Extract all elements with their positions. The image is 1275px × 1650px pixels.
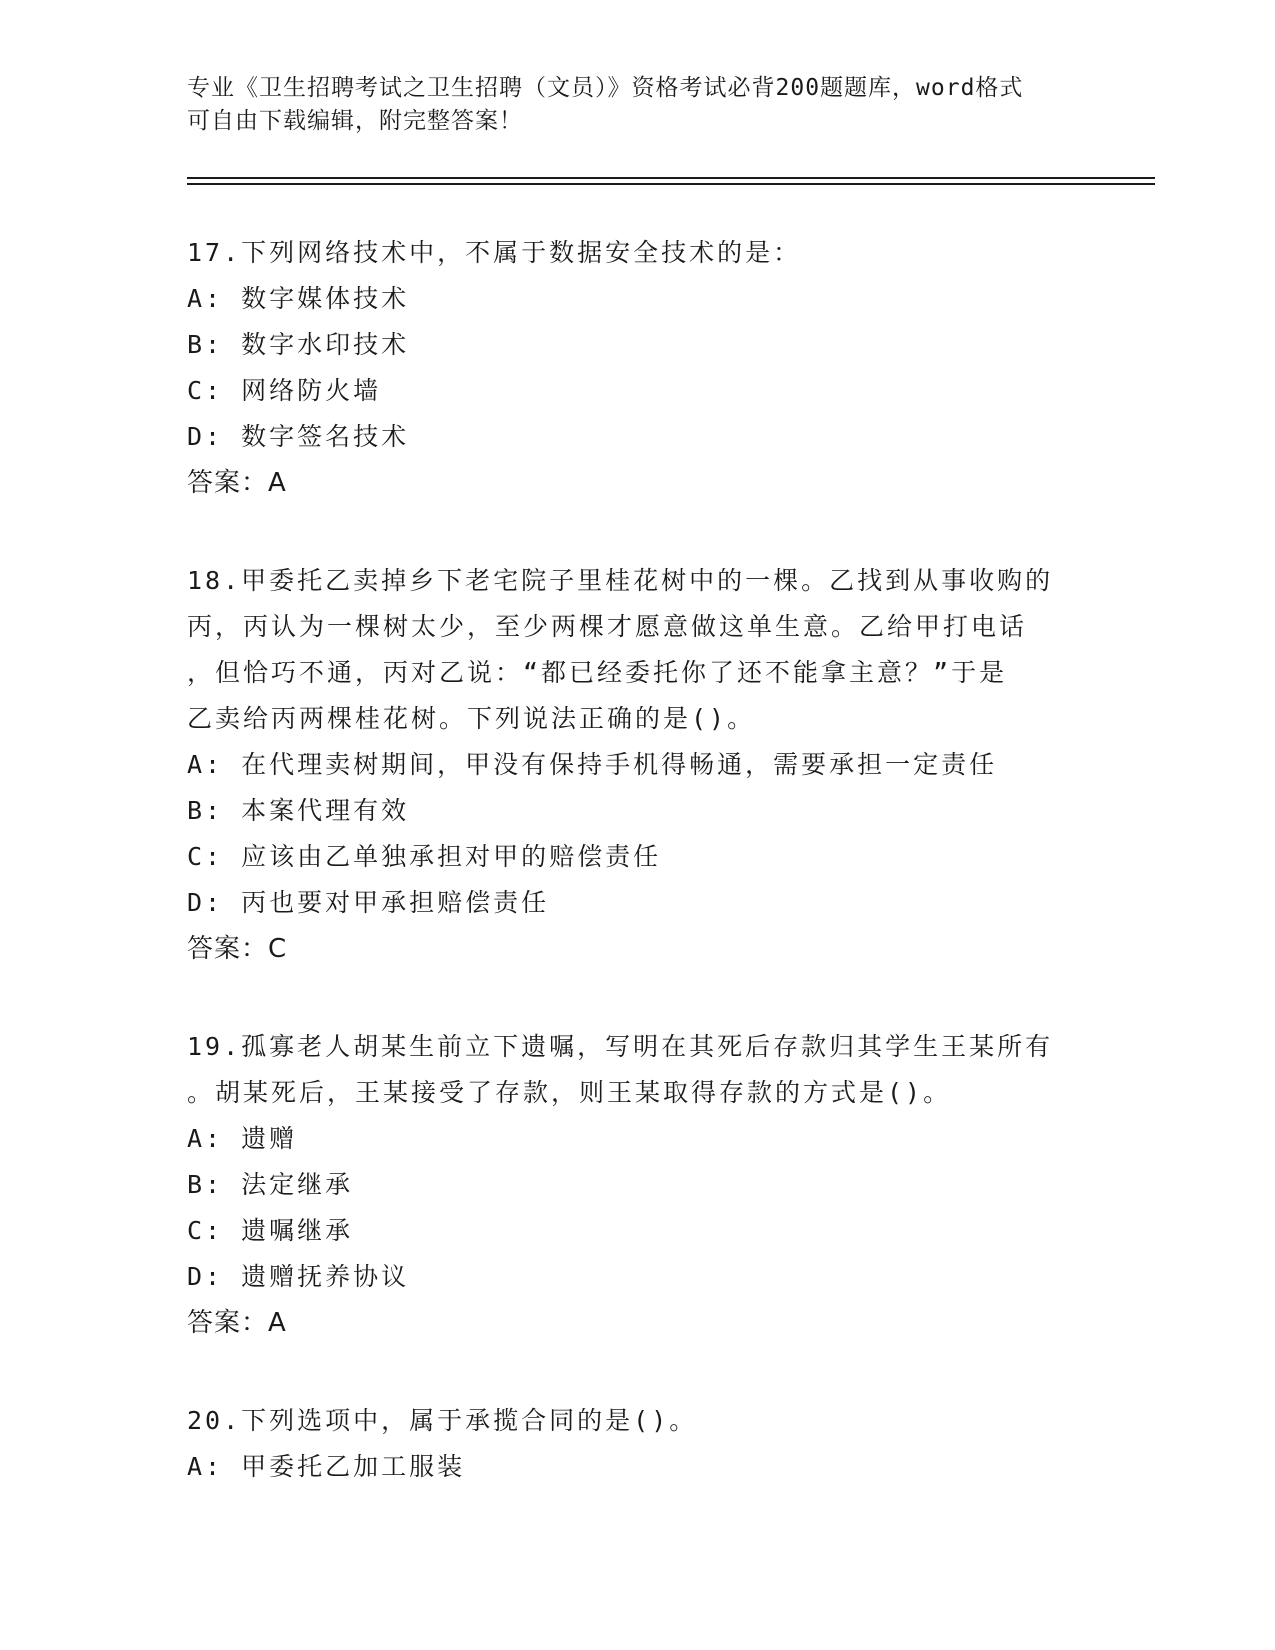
question-stem: ，但恰巧不通，丙对乙说：“都已经委托你了还不能拿主意？”于是	[187, 658, 1008, 687]
option-a: A: 甲委托乙加工服装	[187, 1452, 466, 1481]
question-stem: 乙卖给丙两棵桂花树。下列说法正确的是()。	[187, 704, 756, 733]
header-line-1: 专业《卫生招聘考试之卫生招聘（文员）》资格考试必背200题题库，word格式	[187, 75, 1024, 101]
question-stem: 丙，丙认为一棵树太少，至少两棵才愿意做这单生意。乙给甲打电话	[187, 612, 1028, 641]
question-stem: 19.孤寡老人胡某生前立下遗嘱，写明在其死后存款归其学生王某所有	[187, 1032, 1054, 1061]
question-stem: 。胡某死后，王某接受了存款，则王某取得存款的方式是()。	[187, 1078, 952, 1107]
option-a: A: 遗赠	[187, 1124, 298, 1153]
option-c: C: 遗嘱继承	[187, 1216, 354, 1245]
answer-label: 答案：A	[187, 1308, 287, 1338]
option-d: D: 丙也要对甲承担赔偿责任	[187, 888, 550, 917]
option-d: D: 遗赠抚养协议	[187, 1262, 410, 1291]
answer-label: 答案：C	[187, 934, 288, 964]
question-list	[187, 230, 1087, 1542]
question-17	[187, 230, 1087, 506]
option-b: B: 法定继承	[187, 1170, 354, 1199]
question-stem: 18.甲委托乙卖掉乡下老宅院子里桂花树中的一棵。乙找到从事收购的	[187, 566, 1054, 595]
question-19	[187, 1024, 1087, 1346]
document-header	[187, 72, 1067, 138]
option-b: B: 数字水印技术	[187, 330, 410, 359]
header-divider-top	[187, 177, 1155, 179]
header-line-2: 可自由下载编辑，附完整答案！	[187, 108, 523, 134]
header-divider-bottom	[187, 183, 1155, 185]
question-20	[187, 1398, 1087, 1490]
option-b: B: 本案代理有效	[187, 796, 410, 825]
option-a: A: 数字媒体技术	[187, 284, 410, 313]
question-18	[187, 558, 1087, 972]
answer-label: 答案：A	[187, 468, 287, 498]
question-stem: 17.下列网络技术中，不属于数据安全技术的是：	[187, 238, 802, 267]
option-a: A: 在代理卖树期间，甲没有保持手机得畅通，需要承担一定责任	[187, 750, 998, 779]
option-c: C: 应该由乙单独承担对甲的赔偿责任	[187, 842, 662, 871]
question-stem: 20.下列选项中，属于承揽合同的是()。	[187, 1406, 698, 1435]
option-d: D: 数字签名技术	[187, 422, 410, 451]
option-c: C: 网络防火墙	[187, 376, 382, 405]
